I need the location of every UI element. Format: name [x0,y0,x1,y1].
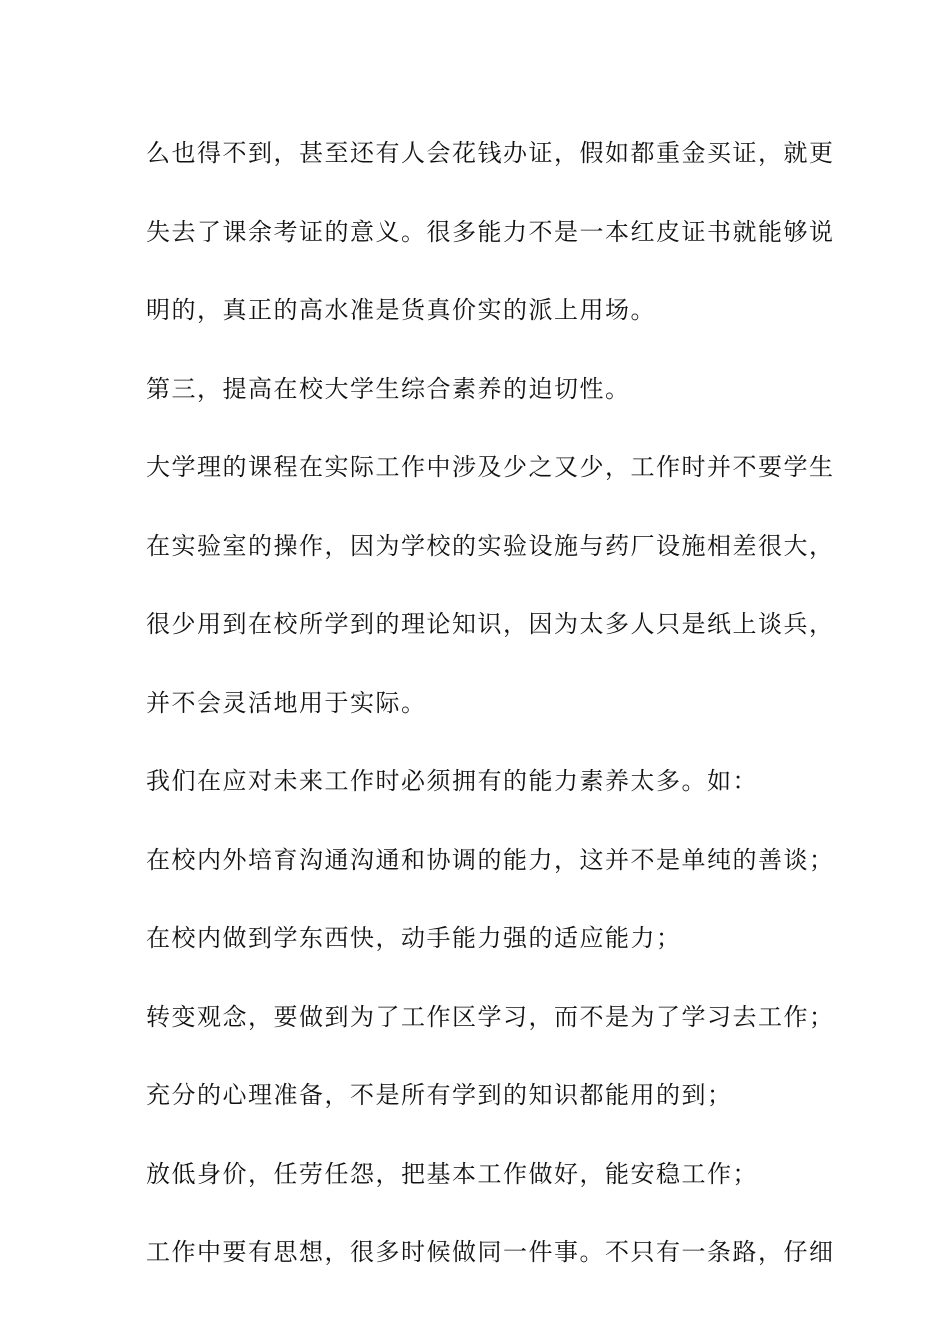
text-line: 失去了课余考证的意义。很多能力不是一本红皮证书就能够说 [146,217,835,246]
text-line: 我们在应对未来工作时必须拥有的能力素养太多。如： [146,767,758,795]
list-item: 工作中要有思想，很多时候做同一件事。不只有一条路，仔细 [146,1238,835,1266]
list-item: 在校内外培育沟通沟通和协调的能力，这并不是单纯的善谈； [146,845,835,874]
list-item: 充分的心理准备，不是所有学到的知识都能用的到； [146,1081,733,1109]
text-line: 在实验室的操作，因为学校的实验设施与药厂设施相差很大， [146,531,835,560]
text-line: 明的，真正的高水准是货真价实的派上用场。 [146,296,656,324]
body-text [146,133,836,1311]
section-heading: 第三，提高在校大学生综合素养的迫切性。 [146,374,631,403]
text-line: 么也得不到，甚至还有人会花钱办证，假如都重金买证，就更 [146,139,835,167]
list-item: 在校内做到学东西快，动手能力强的适应能力； [146,924,682,952]
text-line: 并不会灵活地用于实际。 [146,688,427,717]
list-item: 转变观念，要做到为了工作区学习，而不是为了学习去工作； [146,1002,835,1031]
text-line: 大学理的课程在实际工作中涉及少之又少，工作时并不要学生 [146,453,835,481]
list-item: 放低身价，任劳任怨，把基本工作做好，能安稳工作； [146,1159,758,1188]
text-line: 很少用到在校所学到的理论知识，因为太多人只是纸上谈兵， [146,610,835,638]
